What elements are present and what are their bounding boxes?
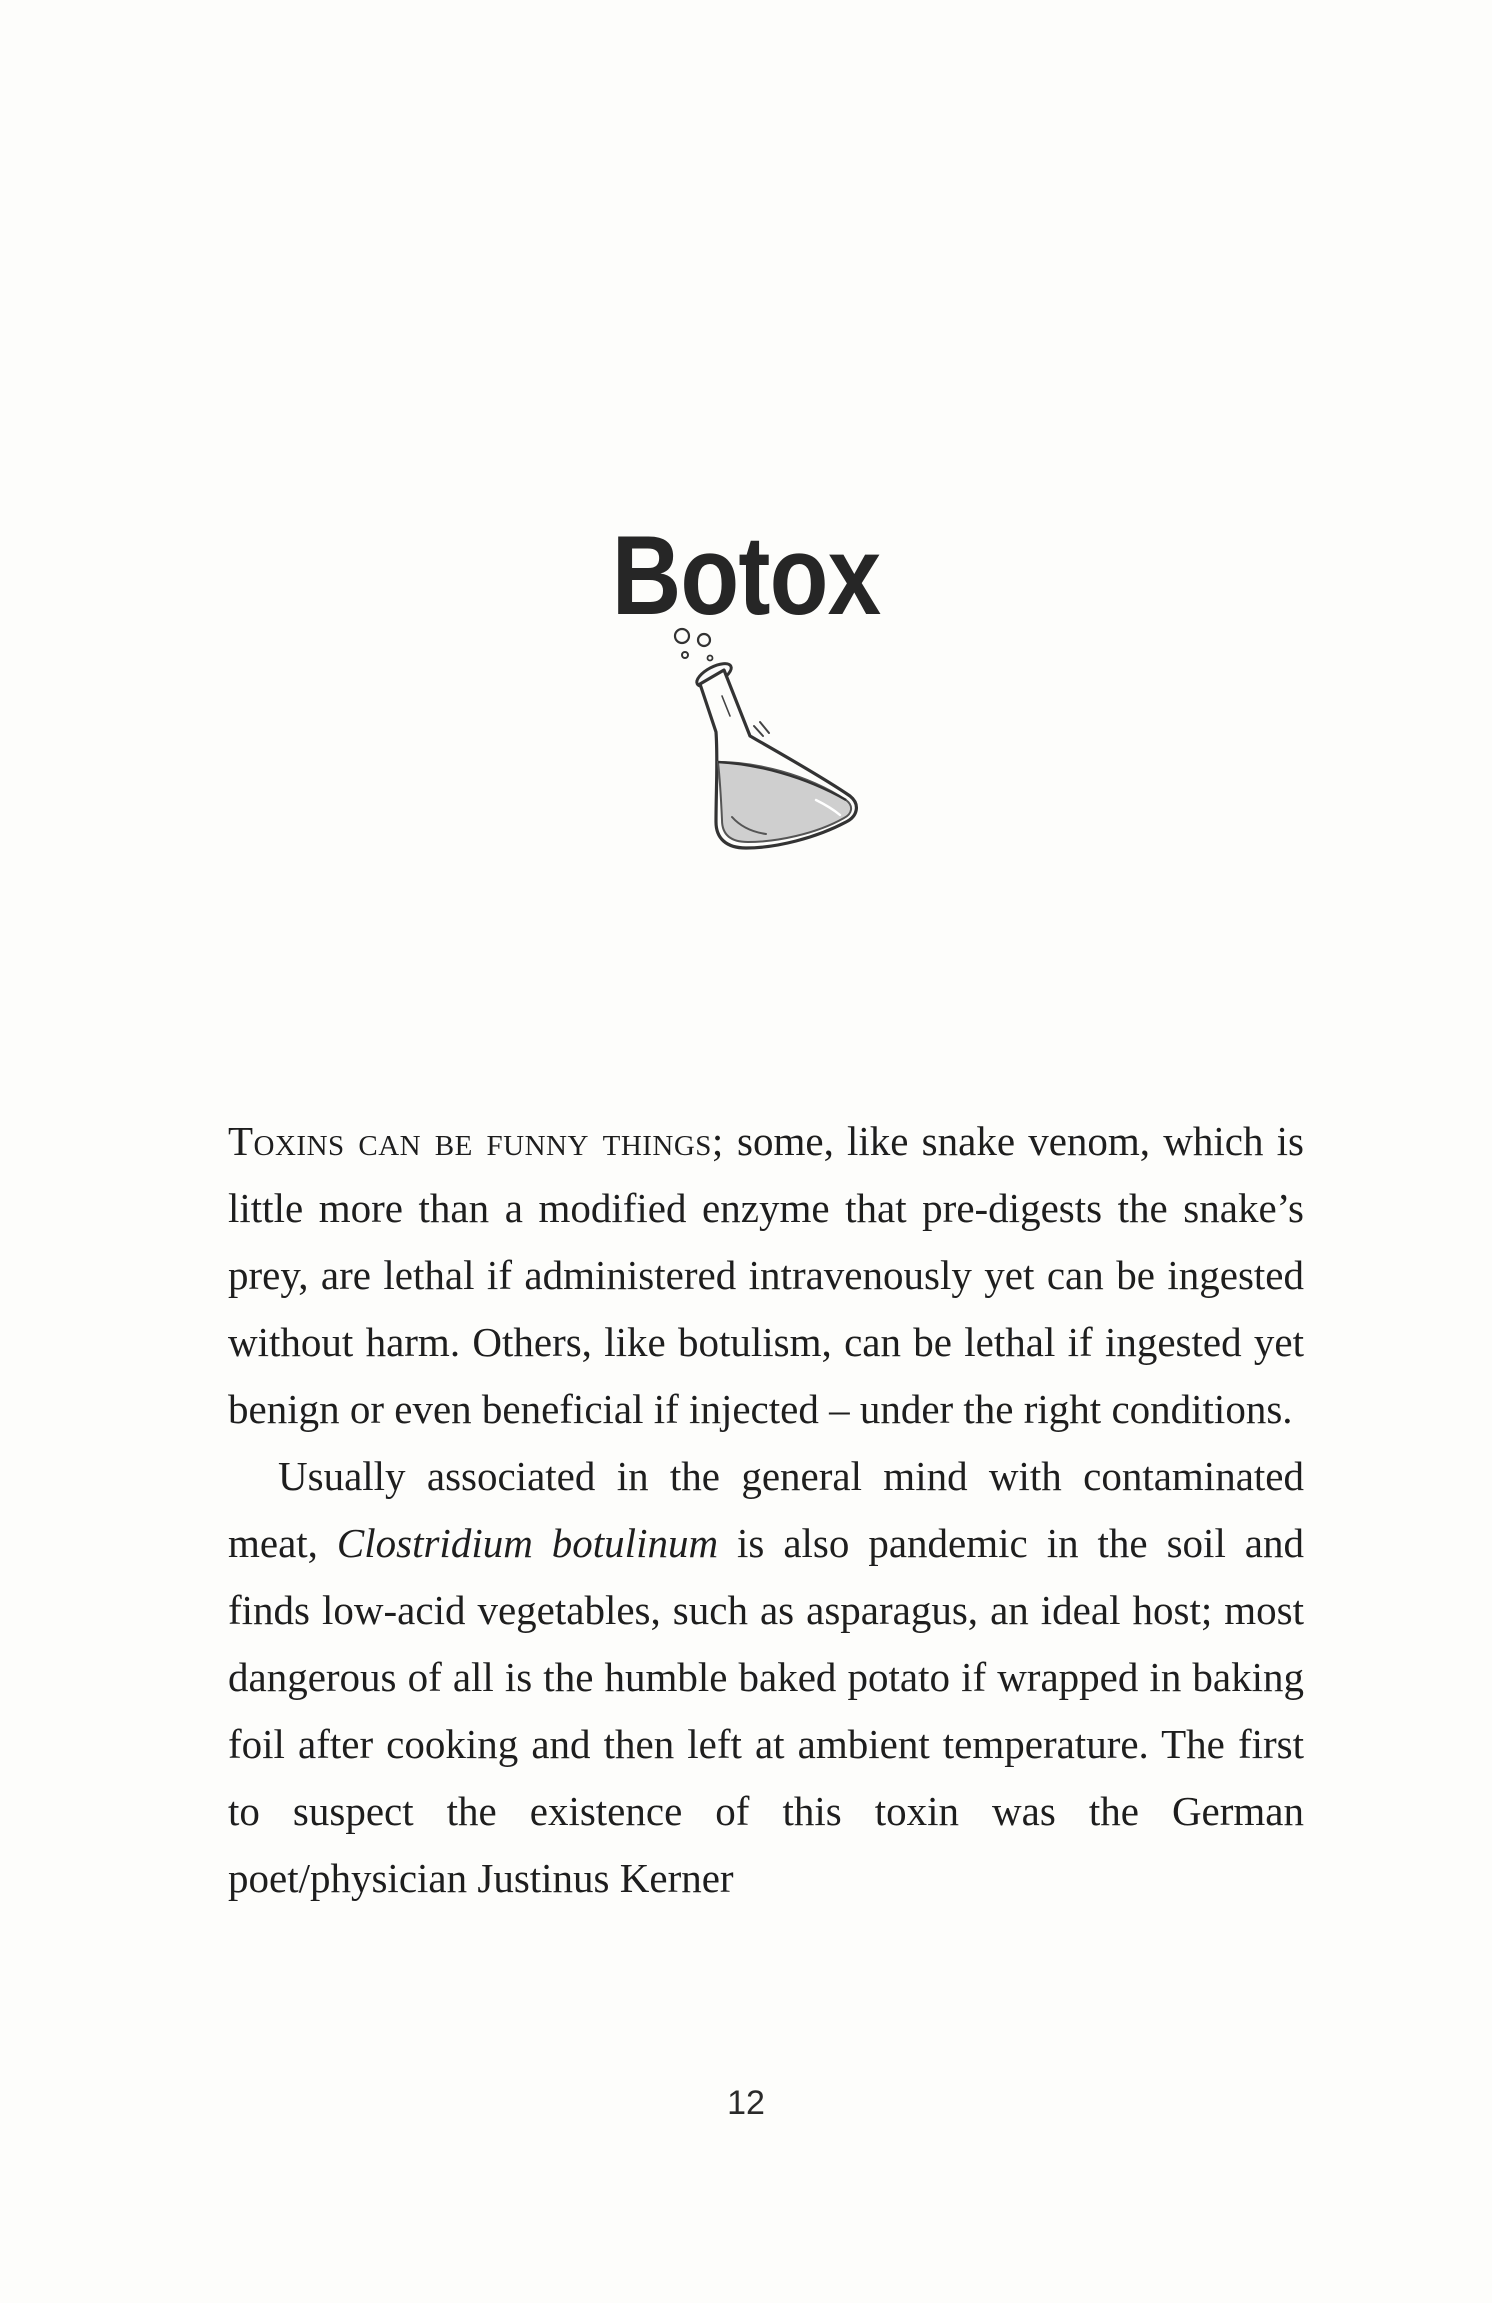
- page-number: 12: [727, 2084, 765, 2122]
- paragraph-2-text-before: Usually associated in the general mind with contaminated meat,: [228, 1453, 1304, 1566]
- species-name: Clostridium botulinum: [336, 1520, 719, 1566]
- paragraph-1: [228, 1108, 1304, 1443]
- flask-with-bubbles-icon: [666, 612, 886, 862]
- paragraph-2: [228, 1443, 1304, 1912]
- lead-smallcaps: Toxins can be funny things;: [228, 1118, 724, 1164]
- chapter-title: Botox: [611, 513, 881, 639]
- paragraph-1-text: some, like snake venom, which is little more than a modified enzyme that pre-digests the snake’s prey, are lethal if administered intravenously yet can be ingested without harm. Others, like botulism, can be lethal if ingested yet benign or even beneficial if injected – under the right conditions.: [228, 1118, 1304, 1432]
- paragraph-2-text-after: is also pandemic in the soil and finds low-acid vegetables, such as asparagus, an ideal host; most dangerous of all is the humble baked potato if wrapped in baking foil after cooking and then left at ambient temperature. The first to suspect the existence of this toxin was the German poet/physician Justinus Kerner: [228, 1520, 1304, 1901]
- body-text: [228, 1108, 1304, 1912]
